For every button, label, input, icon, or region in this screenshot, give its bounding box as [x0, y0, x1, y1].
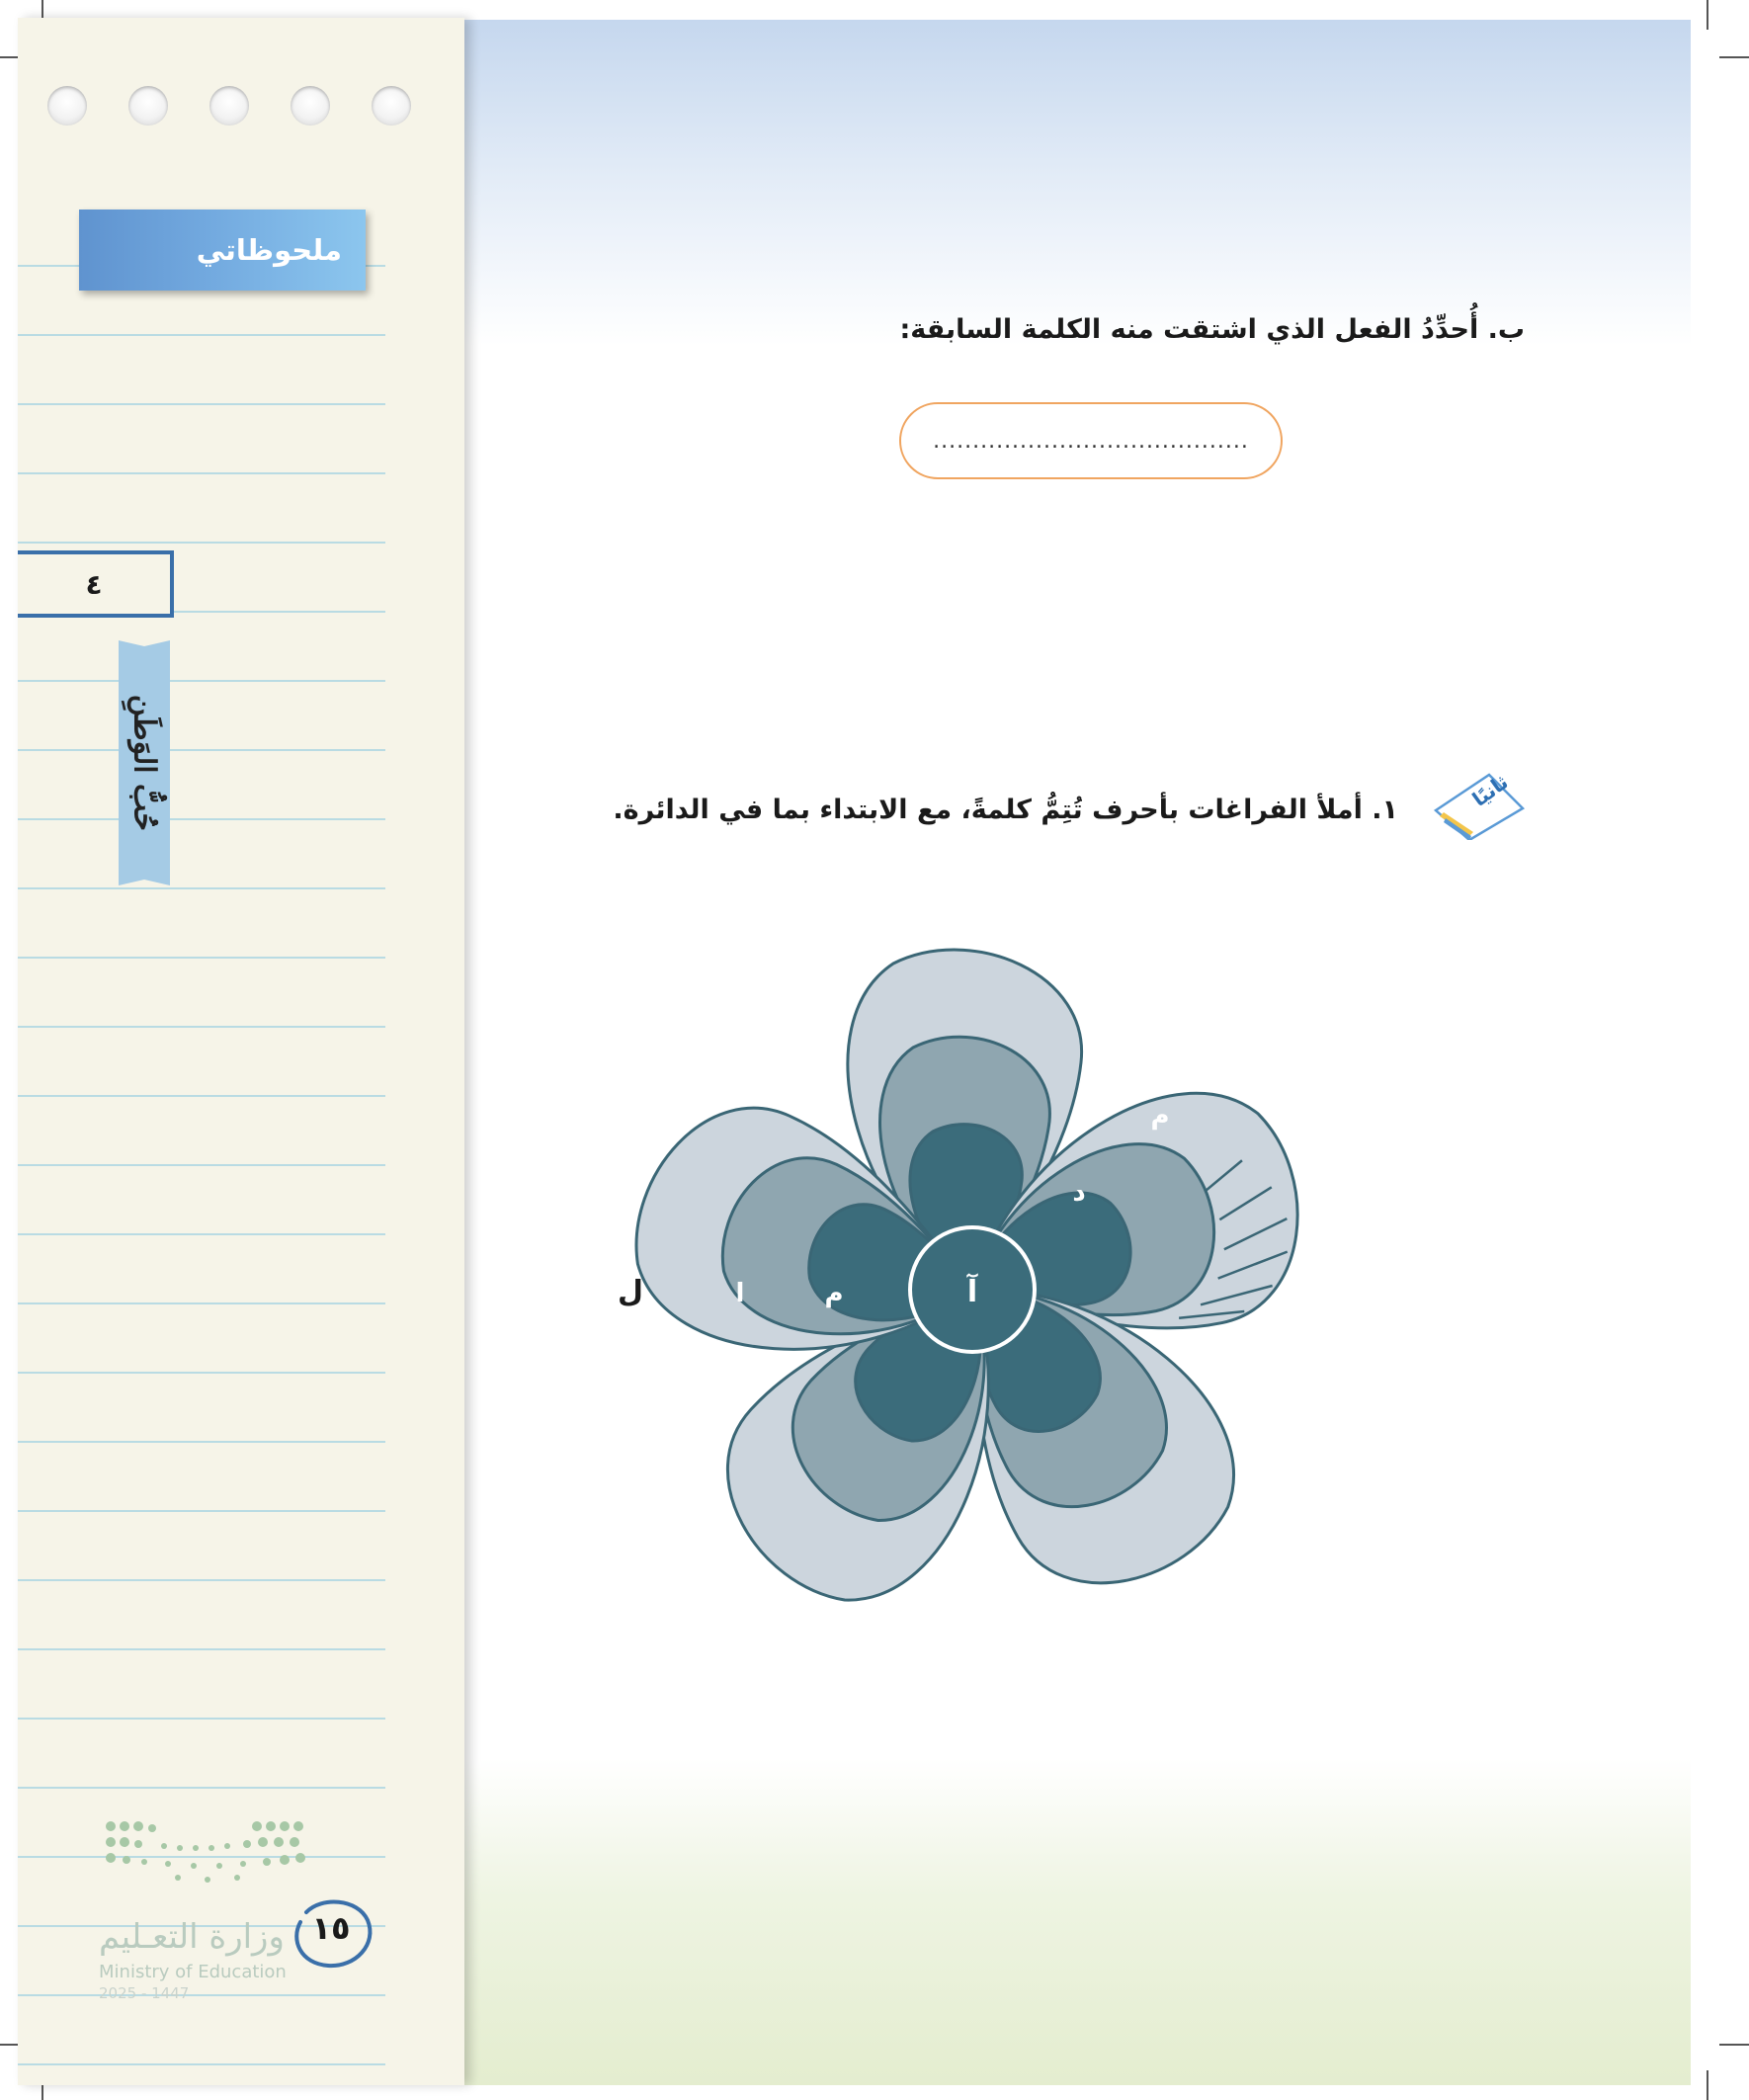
note-line — [18, 2063, 385, 2065]
note-line — [18, 542, 385, 544]
page-number: ١٥ — [311, 1909, 351, 1947]
note-line — [18, 818, 385, 820]
note-line — [18, 1233, 385, 1235]
center-letter: آ — [966, 1275, 978, 1309]
ministry-logo-icon — [99, 1816, 316, 1925]
petal-letter: م — [824, 1279, 844, 1308]
petal-letter: م — [1150, 1101, 1170, 1131]
note-line — [18, 1579, 385, 1581]
unit-title: حُبُّ الوَطَنِ — [126, 694, 162, 832]
binder-hole — [128, 86, 168, 126]
crop-mark — [1707, 0, 1708, 30]
crop-mark — [1719, 56, 1749, 58]
ministry-name-en: Ministry of Education — [99, 1962, 287, 1982]
petal-letter: د — [1072, 1178, 1086, 1208]
note-line — [18, 1441, 385, 1443]
binder-hole — [291, 86, 330, 126]
crop-mark — [1707, 2070, 1708, 2100]
answer-field[interactable]: ........................................ — [899, 402, 1283, 479]
binder-hole — [209, 86, 249, 126]
question-1: ١. أملأ الفراغات بأحرف تُتِمُّ كلمةً، مع الابتداء بما في الدائرة. — [613, 795, 1398, 825]
ministry-name-ar: وزارة التعـليم — [99, 1917, 285, 1957]
note-line — [18, 1302, 385, 1304]
note-line — [18, 1510, 385, 1512]
note-line — [18, 1026, 385, 1028]
note-line — [18, 887, 385, 889]
petal-letter: ا — [735, 1279, 745, 1308]
letter-flower-diagram — [553, 880, 1364, 1690]
note-line — [18, 680, 385, 682]
question-b: ب. أُحدِّدُ الفعل الذي اشتقت منه الكلمة السابقة: — [899, 314, 1525, 345]
note-line — [18, 1994, 385, 1996]
note-line — [18, 1372, 385, 1374]
notes-sidebar — [18, 18, 464, 2085]
crop-mark — [1719, 2044, 1749, 2046]
note-line — [18, 1648, 385, 1650]
note-line — [18, 1787, 385, 1789]
note-line — [18, 1718, 385, 1720]
note-line — [18, 403, 385, 405]
note-line — [18, 334, 385, 336]
section-badge-label: ثانيًا — [1467, 770, 1513, 811]
binder-hole — [47, 86, 87, 126]
binder-hole — [372, 86, 411, 126]
note-line — [18, 472, 385, 474]
note-line — [18, 957, 385, 959]
ministry-year: 2025 - 1447 — [99, 1984, 190, 2002]
petal-letter: ل — [617, 1275, 644, 1309]
unit-number: ٤ — [18, 550, 174, 618]
notes-title: ملحوظاتي — [79, 210, 366, 291]
note-line — [18, 749, 385, 751]
note-line — [18, 1164, 385, 1166]
note-line — [18, 1095, 385, 1097]
